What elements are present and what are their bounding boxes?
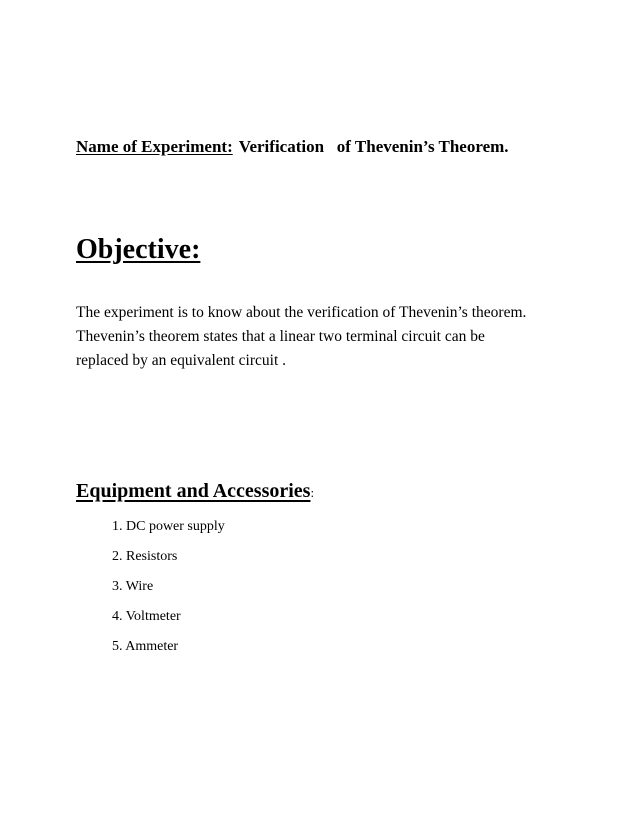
list-item: 2. Resistors — [112, 549, 178, 564]
experiment-name-label: Name of Experiment: — [76, 137, 233, 156]
objective-line: replaced by an equivalent circuit . — [76, 352, 287, 369]
list-item: 5. Ammeter — [112, 639, 179, 654]
objective-line: Thevenin’s theorem states that a linear two terminal circuit can be — [76, 328, 485, 345]
equipment-heading-colon: : — [310, 485, 315, 500]
list-item: 3. Wire — [112, 579, 154, 594]
objective-line: The experiment is to know about the verification of Thevenin’s theorem. — [76, 304, 527, 321]
equipment-heading-text: Equipment and Accessories — [76, 480, 311, 502]
list-item: 1. DC power supply — [112, 519, 225, 534]
experiment-name-value: Verification of Thevenin’s Theorem. — [238, 137, 509, 156]
equipment-heading — [76, 480, 314, 503]
experiment-name-line — [76, 137, 509, 157]
list-item: 4. Voltmeter — [112, 609, 181, 624]
equipment-list — [112, 517, 225, 667]
objective-paragraph — [76, 301, 576, 373]
objective-heading: Objective: — [76, 234, 201, 265]
